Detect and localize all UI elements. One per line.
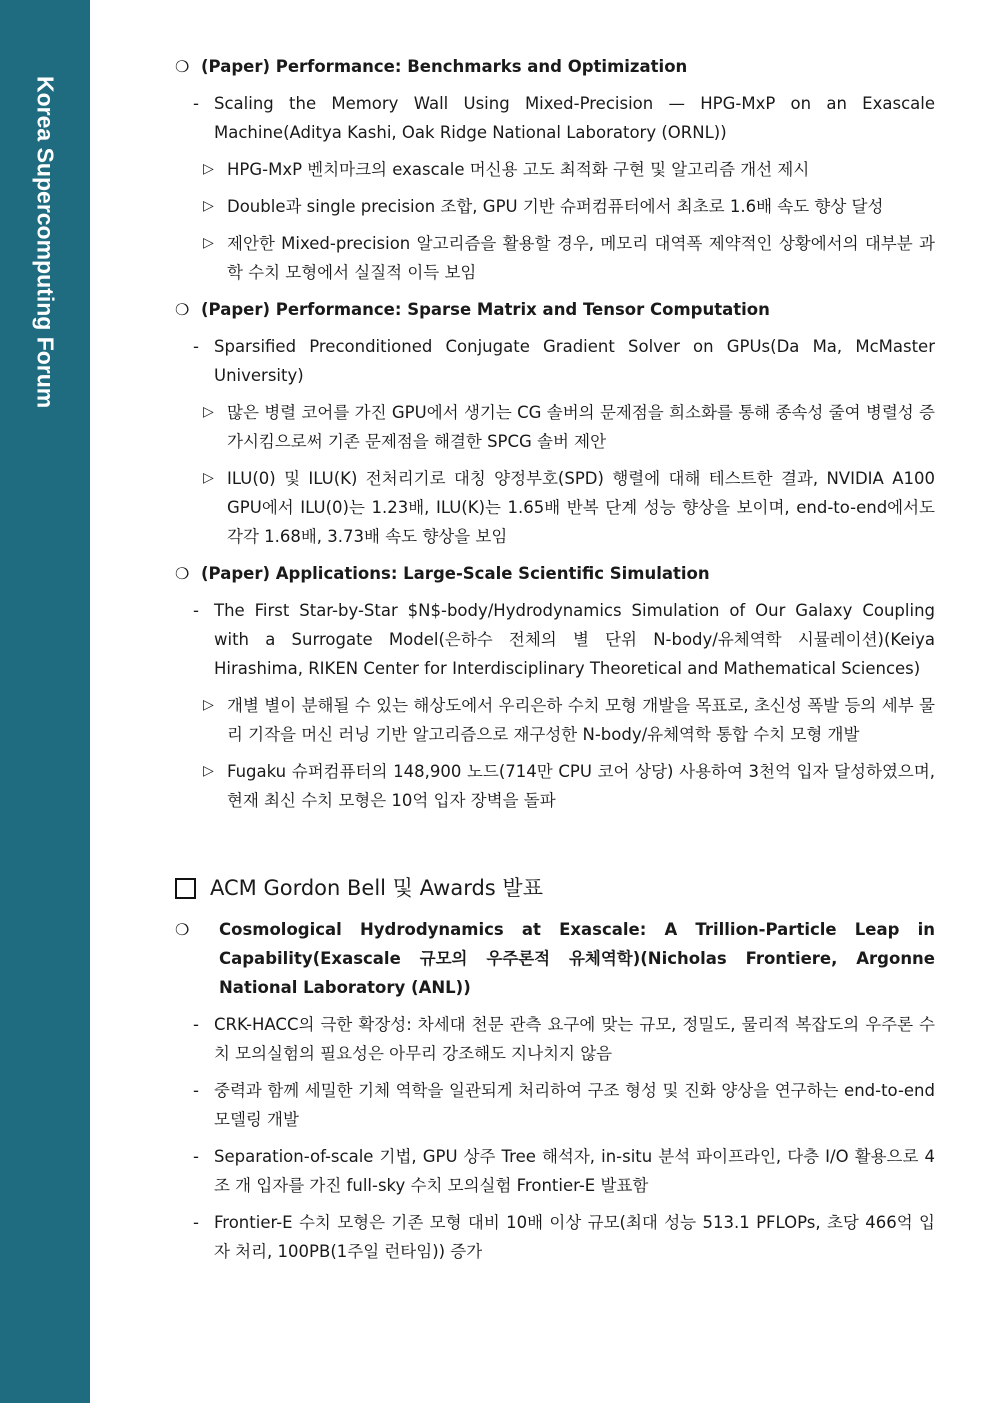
triangle-bullet-icon: ▷	[203, 198, 214, 214]
award-point: - Separation-of-scale 기법, GPU 상주 Tree 해석자, in-situ 분석 파이프라인, 다층 I/O 활용으로 4조 개 입자를 가진 full-sky 수치 모의실험 Frontier-E 발표함	[193, 1142, 935, 1200]
triangle-bullet-icon: ▷	[203, 404, 214, 420]
triangle-bullet-icon: ▷	[203, 470, 214, 486]
award-point: - CRK-HACC의 극한 확장성: 차세대 천문 관측 요구에 맞는 규모, 정밀도, 물리적 복잡도의 우주론 수치 모의실험의 필요성은 아무리 강조해도 지나치지 않음	[193, 1010, 935, 1068]
award-heading: ❍ Cosmological Hydrodynamics at Exascale: A Trillion-Particle Leap in Capability(Exascale 규모의 우주론적 유체역학)(Nicholas Frontiere, Argonne National Laboratory (ANL))	[175, 915, 935, 1002]
point-item: ▷ 개별 별이 분해될 수 있는 해상도에서 우리은하 수치 모형 개발을 목표로, 초신성 폭발 등의 세부 물리 기작을 머신 러닝 기반 알고리즘으로 재구성한 N-body/유체역학 통합 수치 모형 개발	[203, 691, 935, 749]
sidebar	[0, 0, 90, 1403]
dash-marker: -	[193, 1015, 199, 1034]
sidebar-title: Korea Supercomputing Forum	[32, 76, 59, 409]
paper-title: - Sparsified Preconditioned Conjugate Gradient Solver on GPUs(Da Ma, McMaster University)	[193, 332, 935, 390]
dash-marker: -	[193, 601, 199, 620]
triangle-bullet-icon: ▷	[203, 763, 214, 779]
circle-bullet-icon: ❍	[175, 300, 190, 319]
paper-title: - Scaling the Memory Wall Using Mixed-Precision — HPG-MxP on an Exascale Machine(Aditya Kashi, Oak Ridge National Laboratory (ORNL))	[193, 89, 935, 147]
point-item: ▷ Double과 single precision 조합, GPU 기반 슈퍼컴퓨터에서 최초로 1.6배 속도 향상 달성	[203, 192, 935, 221]
dash-marker: -	[193, 94, 199, 113]
dash-marker: -	[193, 1213, 199, 1232]
dash-marker: -	[193, 1147, 199, 1166]
checkbox-square-icon	[175, 878, 196, 899]
section-heading: ❍ (Paper) Applications: Large-Scale Scientific Simulation	[175, 559, 935, 588]
point-item: ▷ ILU(0) 및 ILU(K) 전처리기로 대칭 양정부호(SPD) 행렬에 대해 테스트한 결과, NVIDIA A100 GPU에서 ILU(0)는 1.23배, ILU(K)는 1.65배 반복 단계 성능 향상을 보이며, end-to-end에서도 각각 1.68배, 3.73배 속도 향상을 보임	[203, 464, 935, 551]
point-item: ▷ 많은 병렬 코어를 가진 GPU에서 생기는 CG 솔버의 문제점을 희소화를 통해 종속성 줄여 병렬성 증가시킴으로써 기존 문제점을 해결한 SPCG 솔버 제안	[203, 398, 935, 456]
dash-marker: -	[193, 1081, 199, 1100]
circle-bullet-icon: ❍	[175, 564, 190, 583]
award-point: - Frontier-E 수치 모형은 기존 모형 대비 10배 이상 규모(최대 성능 513.1 PFLOPs, 초당 466억 입자 처리, 100PB(1주일 런타임)) 증가	[193, 1208, 935, 1266]
paper-title: - The First Star-by-Star $N$-body/Hydrodynamics Simulation of Our Galaxy Coupling with a Surrogate Model(은하수 전체의 별 단위 N-body/유체역학 시뮬레이션)(Keiya Hirashima, RIKEN Center for Interdisciplinary Theoretical and Mathematical Sciences)	[193, 596, 935, 683]
award-section-title: ACM Gordon Bell 및 Awards 발표	[175, 873, 935, 903]
section-heading: ❍ (Paper) Performance: Benchmarks and Optimization	[175, 52, 935, 81]
circle-bullet-icon: ❍	[175, 920, 190, 939]
circle-bullet-icon: ❍	[175, 57, 190, 76]
triangle-bullet-icon: ▷	[203, 161, 214, 177]
point-item: ▷ 제안한 Mixed-precision 알고리즘을 활용할 경우, 메모리 대역폭 제약적인 상황에서의 대부분 과학 수치 모형에서 실질적 이득 보임	[203, 229, 935, 287]
document-body	[175, 52, 935, 1274]
triangle-bullet-icon: ▷	[203, 235, 214, 251]
award-point: - 중력과 함께 세밀한 기체 역학을 일관되게 처리하여 구조 형성 및 진화 양상을 연구하는 end-to-end 모델링 개발	[193, 1076, 935, 1134]
dash-marker: -	[193, 337, 199, 356]
triangle-bullet-icon: ▷	[203, 697, 214, 713]
point-item: ▷ HPG-MxP 벤치마크의 exascale 머신용 고도 최적화 구현 및 알고리즘 개선 제시	[203, 155, 935, 184]
section-heading: ❍ (Paper) Performance: Sparse Matrix and Tensor Computation	[175, 295, 935, 324]
point-item: ▷ Fugaku 슈퍼컴퓨터의 148,900 노드(714만 CPU 코어 상당) 사용하여 3천억 입자 달성하였으며, 현재 최신 수치 모형은 10억 입자 장벽을 돌파	[203, 757, 935, 815]
